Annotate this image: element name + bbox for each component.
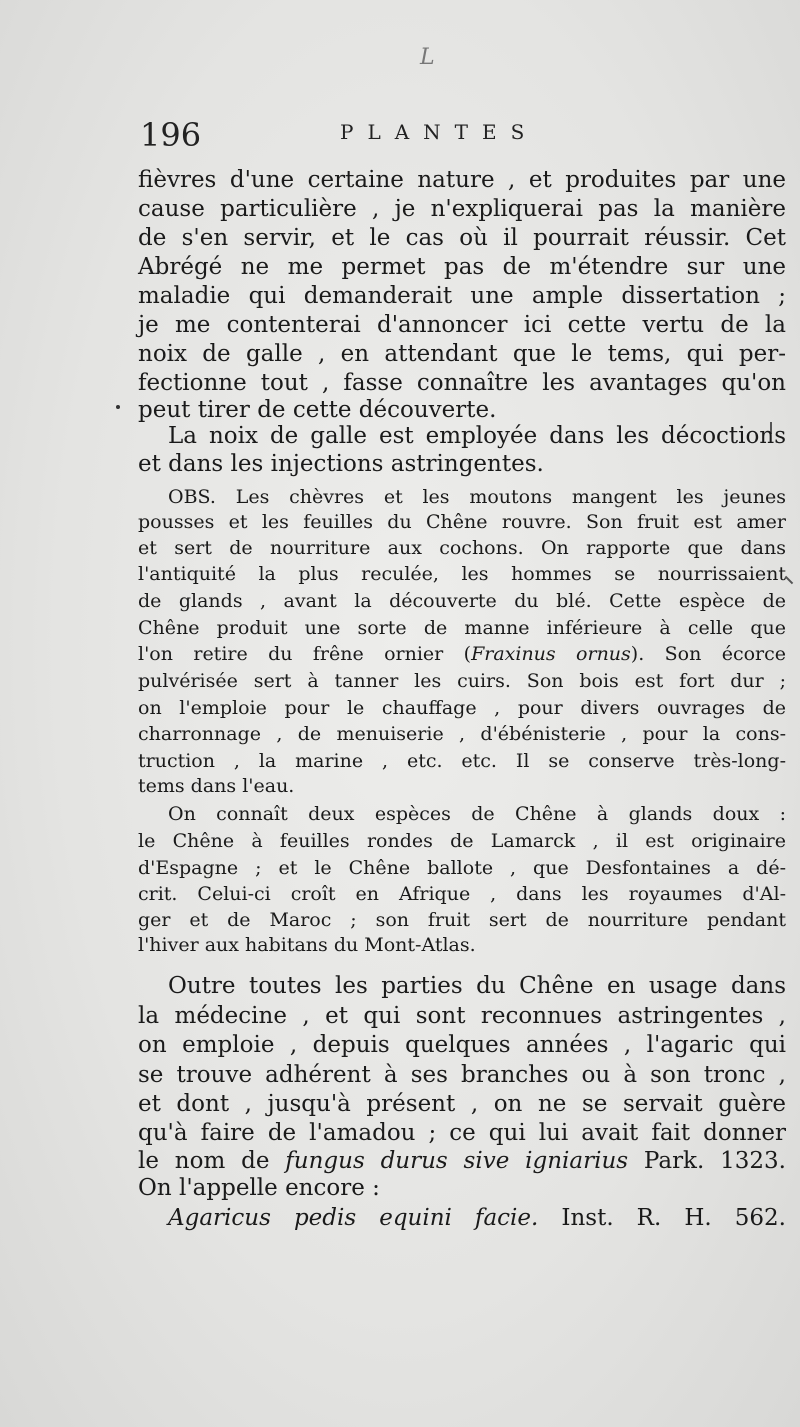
- text-line: [168, 1205, 786, 1231]
- text-line: on l'emploie pour le chauffage , pour divers ouvrages de: [138, 697, 786, 719]
- text-line: fièvres d'une certaine nature , et produites par une: [138, 167, 786, 193]
- page-header: [0, 110, 800, 154]
- text-line: Abrégé ne me permet pas de m'étendre sur une: [138, 254, 786, 280]
- top-pencil-mark: L: [420, 45, 435, 70]
- text-line: ger et de Maroc ; son fruit sert de nourriture pendant: [138, 909, 786, 931]
- text-line: [138, 1148, 786, 1174]
- running-head: PLANTES: [340, 120, 539, 144]
- text-line: [138, 643, 786, 665]
- text-line: se trouve adhérent à ses branches ou à son tronc ,: [138, 1062, 786, 1088]
- text-line: de glands , avant la découverte du blé. Cette espèce de: [138, 590, 786, 612]
- text-line: Outre toutes les parties du Chêne en usage dans: [168, 973, 786, 999]
- text-line: et dont , jusqu'à présent , on ne se servait guère: [138, 1091, 786, 1117]
- text-line: charronnage , de menuiserie , d'ébénisterie , pour la cons-: [138, 723, 786, 745]
- text-line: truction , la marine , etc. etc. Il se conserve très-long-: [138, 750, 786, 772]
- text-line: et dans les injections astringentes.: [138, 451, 544, 477]
- text-line: Chêne produit une sorte de manne inférieure à celle que: [138, 617, 786, 639]
- text-line: On connaît deux espèces de Chêne à glands doux :: [168, 803, 786, 825]
- text-segment: Inst. R. H. 562.: [538, 1205, 786, 1231]
- latin-name: Fraxinus ornus: [471, 643, 631, 665]
- text-line: d'Espagne ; et le Chêne ballote , que Desfontaines a dé-: [138, 857, 786, 879]
- margin-dot: [116, 405, 120, 409]
- text-line: je me contenterai d'annoncer ici cette vertu de la: [138, 312, 786, 338]
- margin-mark: [785, 576, 793, 584]
- text-line: pousses et les feuilles du Chêne rouvre. Son fruit est amer: [138, 511, 786, 533]
- text-line: qu'à faire de l'amadou ; ce qui lui avait fait donner: [138, 1120, 786, 1146]
- text-segment: le nom de: [138, 1148, 286, 1174]
- text-line: tems dans l'eau.: [138, 775, 295, 797]
- text-segment: ). Son écorce: [630, 643, 786, 665]
- text-line: On l'appelle encore :: [138, 1175, 380, 1201]
- text-line: pulvérisée sert à tanner les cuirs. Son bois est fort dur ;: [138, 670, 786, 692]
- text-line: l'antiquité la plus reculée, les hommes se nourrissaient: [138, 563, 786, 585]
- text-line: on emploie , depuis quelques années , l'agaric qui: [138, 1032, 786, 1058]
- text-line: et sert de nourriture aux cochons. On rapporte que dans: [138, 537, 786, 559]
- text-line: le Chêne à feuilles rondes de Lamarck , il est originaire: [138, 830, 786, 852]
- text-line: maladie qui demanderait une ample dissertation ;: [138, 283, 786, 309]
- text-line: de s'en servir, et le cas où il pourrait réussir. Cet: [138, 225, 786, 251]
- text-line: noix de galle , en attendant que le tems, qui per-: [138, 341, 786, 367]
- text-segment: l'on retire du frêne ornier (: [138, 643, 472, 665]
- latin-name: fungus durus sive igniarius: [285, 1148, 629, 1174]
- text-segment: Park. 1323.: [628, 1148, 786, 1174]
- latin-name: Agaricus pedis equini facie.: [168, 1205, 539, 1231]
- text-line: peut tirer de cette découverte.: [138, 397, 497, 423]
- page-number: 196: [140, 116, 202, 154]
- text-line: fectionne tout , fasse connaître les avantages qu'on: [138, 370, 786, 396]
- text-line: cause particulière , je n'expliquerai pas la manière: [138, 196, 786, 222]
- text-line: l'hiver aux habitans du Mont-Atlas.: [138, 934, 476, 956]
- text-line: crit. Celui-ci croît en Afrique , dans les royaumes d'Al-: [138, 883, 786, 905]
- text-line: La noix de galle est employée dans les décoctions: [168, 423, 786, 449]
- text-line: OBS. Les chèvres et les moutons mangent les jeunes: [168, 486, 786, 508]
- text-line: la médecine , et qui sont reconnues astringentes ,: [138, 1003, 786, 1029]
